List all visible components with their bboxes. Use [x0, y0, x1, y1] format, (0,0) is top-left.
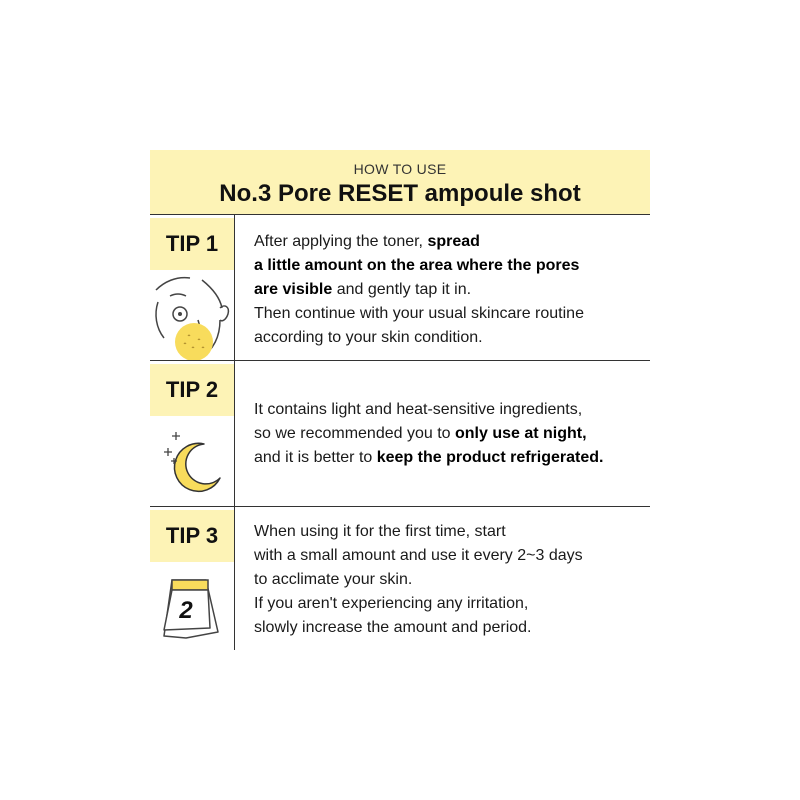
column-divider	[234, 214, 235, 650]
body-text: It contains light and heat-sensitive ingredients,	[254, 401, 583, 418]
tip-3-text	[254, 520, 650, 640]
text-line	[254, 616, 650, 640]
text-line	[254, 230, 650, 254]
body-text: and it is better to	[254, 449, 377, 466]
text-line	[254, 302, 650, 326]
tip-2-label: TIP 2	[150, 364, 234, 416]
body-text: If you aren't experiencing any irritation,	[254, 595, 529, 612]
body-text: slowly increase the amount and period.	[254, 619, 532, 636]
emphasized-text: spread	[427, 233, 480, 250]
body-text: to acclimate your skin.	[254, 571, 413, 588]
tip-divider-2	[150, 506, 650, 507]
body-text: so we recommended you to	[254, 425, 455, 442]
tip-1-label: TIP 1	[150, 218, 234, 270]
text-line	[254, 592, 650, 616]
text-line	[254, 326, 650, 350]
text-line	[254, 278, 650, 302]
product-title: No.3 Pore RESET ampoule shot	[219, 180, 581, 207]
body-text: After applying the toner,	[254, 233, 428, 250]
emphasized-text: are visible	[254, 281, 333, 298]
text-line	[254, 520, 650, 544]
tip-2-text	[254, 398, 650, 470]
tip-divider-1	[150, 360, 650, 361]
header-divider	[150, 214, 650, 215]
tip-3-label: TIP 3	[150, 510, 234, 562]
calendar-number: 2	[179, 597, 193, 624]
emphasized-text: only use at night,	[455, 425, 587, 442]
face-with-pore-icon	[150, 274, 234, 360]
emphasized-text: keep the product refrigerated.	[376, 449, 604, 466]
text-line	[254, 254, 650, 278]
how-to-use-label: HOW TO USE	[353, 161, 447, 177]
body-text: according to your skin condition.	[254, 329, 483, 346]
text-line	[254, 568, 650, 592]
emphasized-text: a little amount on the area where the pores	[254, 257, 580, 274]
text-line	[254, 422, 650, 446]
body-text: Then continue with your usual skincare routine	[254, 305, 584, 322]
text-line	[254, 446, 650, 470]
crescent-moon-icon	[150, 420, 234, 506]
tip-1-text	[254, 230, 650, 350]
header	[150, 150, 650, 214]
body-text: and gently tap it in.	[332, 281, 472, 298]
text-line	[254, 544, 650, 568]
body-text: with a small amount and use it every 2~3 days	[254, 547, 583, 564]
calendar-icon	[150, 566, 234, 650]
body-text: When using it for the first time, start	[254, 523, 506, 540]
text-line	[254, 398, 650, 422]
